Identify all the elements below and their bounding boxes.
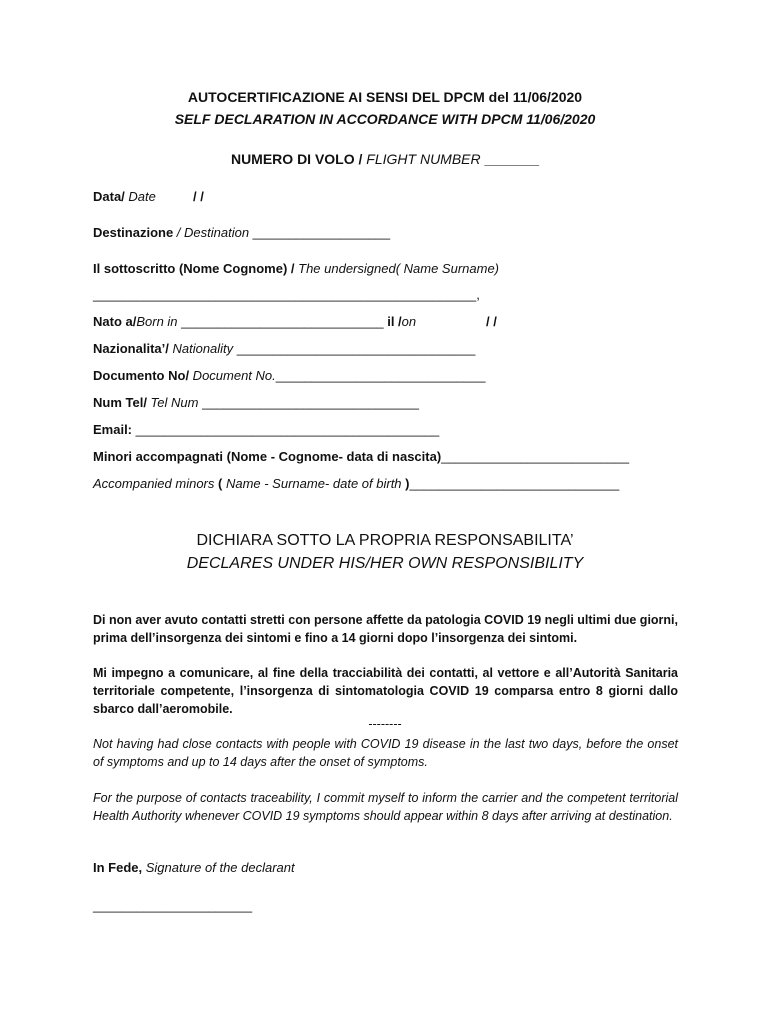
minors-paren-open: ( bbox=[218, 476, 226, 491]
nationality-label-en: Nationality bbox=[168, 341, 237, 356]
document-line bbox=[93, 368, 485, 383]
signature-label-it: In Fede, bbox=[93, 860, 143, 875]
paragraph-1-it: Di non aver avuto contatti stretti con persone affette da patologia COVID 19 negli ultimi due giorni, prima dell’insorgenza dei sintomi e fino a 14 giorni dopo l’insorgenza dei sintomi. bbox=[93, 613, 678, 645]
minors-paren-close: ) bbox=[405, 476, 410, 491]
declaration-heading-en: DECLARES UNDER HIS/HER OWN RESPONSIBILITY bbox=[186, 555, 584, 572]
signature-line bbox=[93, 860, 295, 875]
born-on-label-en: on bbox=[401, 314, 417, 329]
email-label: Email: bbox=[93, 422, 133, 437]
document-label: Documento No/ bbox=[93, 368, 190, 383]
signature-label-en: Signature of the declarant bbox=[142, 860, 295, 875]
destination-blank[interactable]: ___________________ bbox=[249, 225, 391, 240]
paragraph-2-en: For the purpose of contacts traceability, I commit myself to inform the carrier and the competent territorial Health Authority whenever COVID 19 symptoms should appear within 8 days after arriving at destination. bbox=[93, 791, 678, 823]
phone-label-en: Tel Num bbox=[146, 395, 203, 410]
signature-blank[interactable]: ______________________ bbox=[93, 898, 253, 913]
flight-label-en: FLIGHT NUMBER bbox=[366, 151, 481, 167]
minors-blank-en[interactable]: _____________________________ bbox=[409, 476, 620, 491]
minors-blank[interactable]: __________________________ bbox=[441, 449, 630, 464]
email-blank[interactable]: __________________________________________ bbox=[132, 422, 440, 437]
title-english: SELF DECLARATION IN ACCORDANCE WITH DPCM 11/06/2020 bbox=[174, 111, 596, 127]
nationality-blank[interactable]: _________________________________ bbox=[236, 341, 476, 356]
phone-blank[interactable]: ______________________________ bbox=[202, 395, 419, 410]
flight-label-it: NUMERO DI VOLO / bbox=[230, 151, 367, 167]
email-line bbox=[93, 422, 439, 437]
flight-number-blank[interactable]: _______ bbox=[480, 151, 540, 167]
nationality-label: Nazionalita’/ bbox=[93, 341, 169, 356]
flight-number-line bbox=[0, 151, 770, 167]
date-label: Data/ bbox=[93, 189, 125, 204]
destination-label: Destinazione bbox=[93, 225, 174, 240]
minors-line bbox=[93, 449, 629, 464]
phone-label: Num Tel/ bbox=[93, 395, 147, 410]
born-label-en: Born in bbox=[136, 314, 182, 329]
born-blank[interactable]: ____________________________ bbox=[181, 314, 384, 329]
undersigned-line bbox=[93, 261, 499, 276]
born-label: Nato a/ bbox=[93, 314, 137, 329]
born-on-label: il / bbox=[383, 314, 402, 329]
separator: -------- bbox=[368, 717, 402, 731]
destination-line bbox=[93, 225, 390, 240]
born-date-field[interactable]: / / bbox=[486, 314, 497, 329]
minors-label-en-b: Name - Surname- date of birth bbox=[225, 476, 406, 491]
title-italian: AUTOCERTIFICAZIONE AI SENSI DEL DPCM del 11/06/2020 bbox=[187, 89, 583, 105]
minors-line-en bbox=[93, 476, 619, 491]
document-blank[interactable]: _____________________________ bbox=[275, 368, 486, 383]
phone-line bbox=[93, 395, 419, 410]
document-label-en: Document No. bbox=[189, 368, 276, 383]
undersigned-label-en: The undersigned( Name Surname) bbox=[298, 261, 500, 276]
minors-label: Minori accompagnati (Nome - Cognome- data di nascita) bbox=[93, 449, 442, 464]
minors-label-en-a: Accompanied minors bbox=[93, 476, 218, 491]
undersigned-blank[interactable]: _____________________________________________________, bbox=[93, 287, 480, 302]
date-field[interactable]: / / bbox=[193, 189, 204, 204]
undersigned-label: Il sottoscritto (Nome Cognome) / bbox=[93, 261, 299, 276]
destination-label-en: / Destination bbox=[173, 225, 250, 240]
date-label-en: Date bbox=[124, 189, 156, 204]
nationality-line bbox=[93, 341, 475, 356]
born-line bbox=[93, 314, 416, 329]
paragraph-1-en: Not having had close contacts with people with COVID 19 disease in the last two days, before the onset of symptoms and up to 14 days after the onset of symptoms. bbox=[93, 737, 678, 769]
date-line bbox=[93, 189, 156, 204]
declaration-heading-it: DICHIARA SOTTO LA PROPRIA RESPONSABILITA’ bbox=[196, 532, 574, 549]
paragraph-2-it: Mi impegno a comunicare, al fine della tracciabilità dei contatti, al vettore e all’Autorità Sanitaria territoriale competente, l’insorgenza di sintomatologia COVID 19 comparsa entro 8 giorni dallo sbarco dall’aeromobile. bbox=[93, 666, 678, 716]
